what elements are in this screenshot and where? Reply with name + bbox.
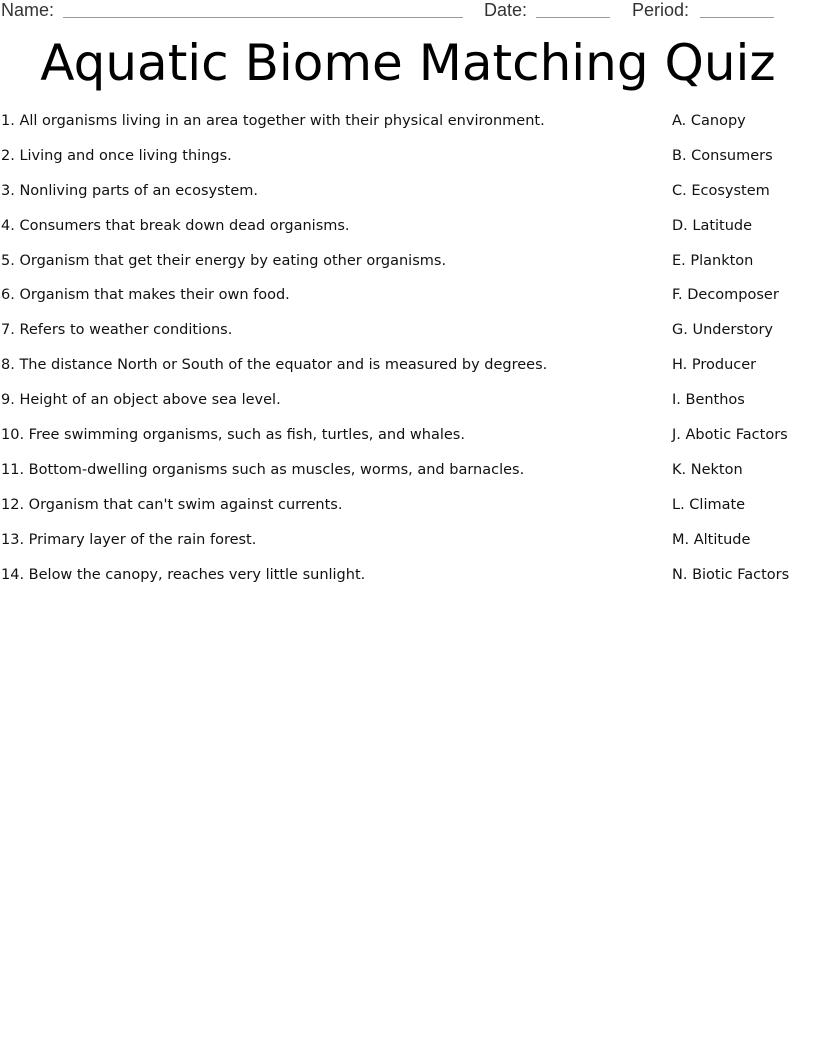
date-blank-line [536, 17, 610, 18]
answer-option: H. Producer [672, 357, 757, 374]
quiz-row [0, 528, 816, 563]
matching-list [0, 109, 816, 597]
question-text: 9. Height of an object above sea level. [1, 392, 281, 409]
answer-option: N. Biotic Factors [672, 566, 790, 583]
answer-option: B. Consumers [672, 147, 773, 164]
question-text: 12. Organism that can't swim against currents. [1, 496, 343, 513]
answer-option: A. Canopy [672, 113, 746, 129]
answer-option: L. Climate [672, 496, 746, 513]
answer-option: D. Latitude [672, 217, 753, 234]
answer-option: K. Nekton [672, 461, 743, 478]
quiz-row [0, 388, 816, 423]
quiz-row [0, 214, 816, 249]
answer-option: G. Understory [672, 322, 773, 339]
quiz-row [0, 318, 816, 353]
answer-option: I. Benthos [672, 392, 745, 409]
period-blank-line [700, 17, 774, 18]
period-label: Period: [632, 0, 690, 20]
quiz-row [0, 283, 816, 318]
question-text: 7. Refers to weather conditions. [1, 322, 233, 339]
answer-option: C. Ecosystem [672, 182, 770, 199]
answer-option: F. Decomposer [672, 287, 779, 304]
name-label: Name: [1, 0, 55, 20]
page-title: Aquatic Biome Matching Quiz [40, 34, 776, 92]
question-text: 11. Bottom-dwelling organisms such as muscles, worms, and barnacles. [1, 461, 525, 478]
date-label: Date: [484, 0, 528, 20]
question-text: 10. Free swimming organisms, such as fish, turtles, and whales. [1, 427, 465, 444]
quiz-row [0, 493, 816, 528]
question-text: 1. All organisms living in an area together with their physical environment. [1, 113, 545, 129]
answer-option: E. Plankton [672, 252, 754, 269]
question-text: 8. The distance North or South of the equator and is measured by degrees. [1, 357, 548, 374]
question-text: 4. Consumers that break down dead organisms. [1, 217, 350, 234]
answer-option: J. Abotic Factors [672, 427, 788, 444]
question-text: 13. Primary layer of the rain forest. [1, 531, 257, 548]
question-text: 6. Organism that makes their own food. [1, 287, 290, 304]
quiz-row [0, 423, 816, 458]
quiz-row [0, 458, 816, 493]
name-blank-line [63, 17, 463, 18]
quiz-row [0, 109, 816, 144]
worksheet-header [0, 0, 816, 22]
question-text: 3. Nonliving parts of an ecosystem. [1, 182, 258, 199]
question-text: 14. Below the canopy, reaches very little sunlight. [1, 566, 366, 583]
quiz-row [0, 179, 816, 214]
answer-option: M. Altitude [672, 531, 751, 548]
question-text: 2. Living and once living things. [1, 147, 232, 164]
quiz-row [0, 144, 816, 179]
question-text: 5. Organism that get their energy by eating other organisms. [1, 252, 447, 269]
quiz-row [0, 353, 816, 388]
quiz-row [0, 249, 816, 284]
quiz-row [0, 563, 816, 598]
